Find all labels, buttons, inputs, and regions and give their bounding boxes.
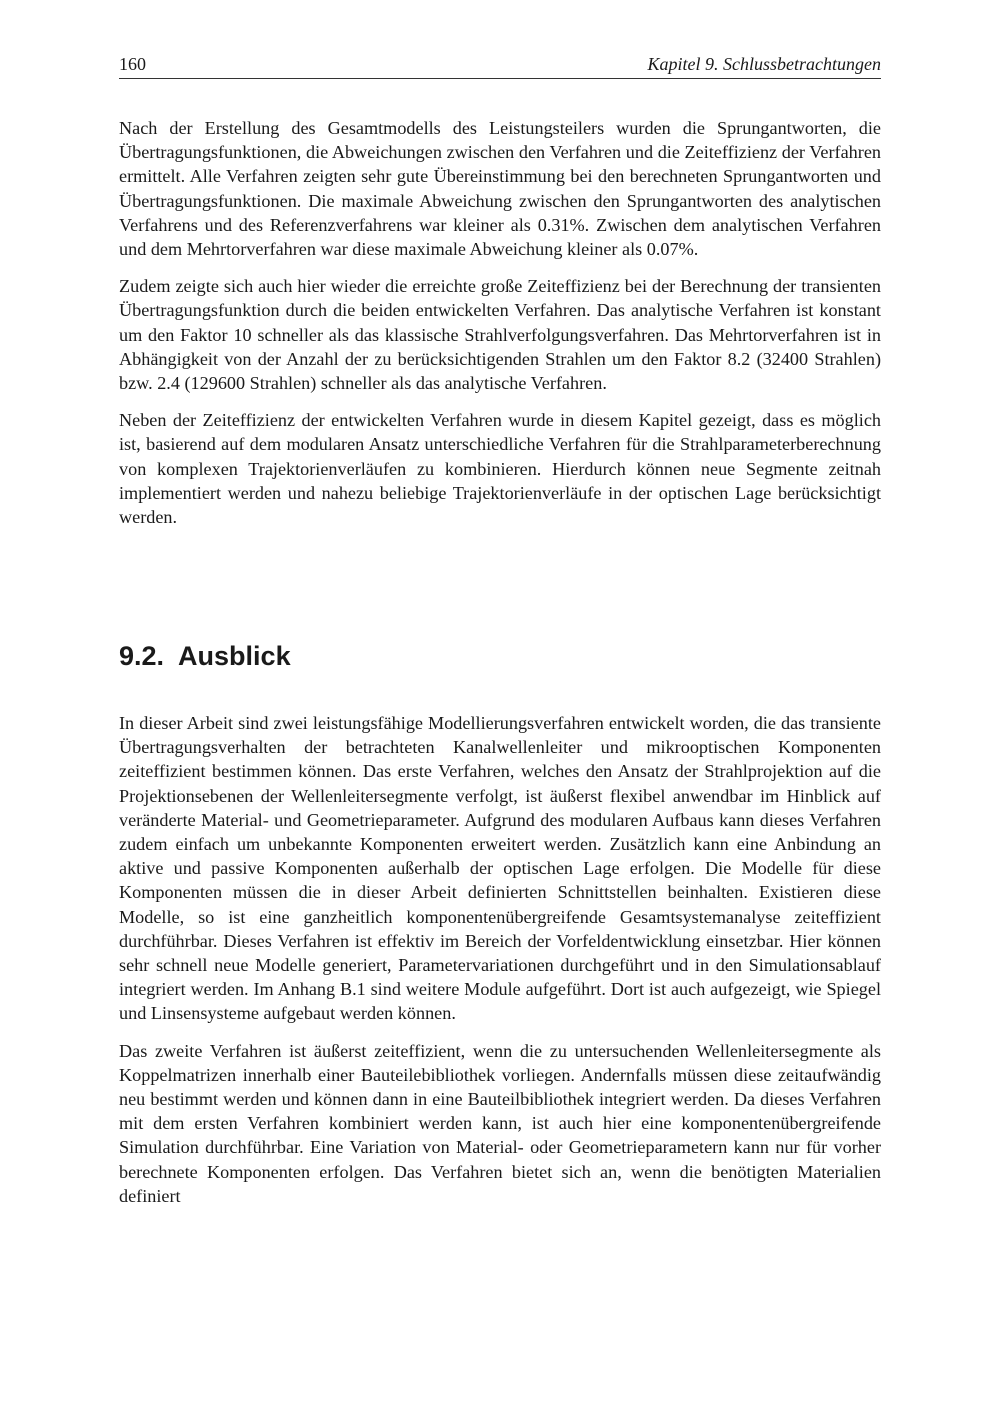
paragraph: In dieser Arbeit sind zwei leistungsfähige Modellierungsverfahren entwickelt worden, die das transiente Übertragungsverhalten der betrachteten Kanalwellenleiter und mikrooptischen Komponenten zeiteffizient bestimmen können. Das erste Verfahren, welches den Ansatz der Strahlprojektion auf die Projektionsebenen der Wellenleitersegmente verfolgt, ist äußerst flexibel anwendbar im Hinblick auf veränderte Material- und Geometrieparameter. Aufgrund des modularen Aufbaus kann dieses Verfahren zudem einfach um unbekannte Komponenten erweitert werden. Zusätzlich kann eine Anbindung an aktive und passive Komponenten außerhalb der optischen Lage erfolgen. Die Modelle für diese Komponenten müssen die in dieser Arbeit definierten Schnittstellen beinhalten. Existieren diese Modelle, so ist eine ganzheitlich komponentenübergreifende Gesamtsystemanalyse zeiteffizient durchführbar. Dieses Verfahren ist effektiv im Bereich der Vorfeldentwicklung einsetzbar. Hier können sehr schnell neue Modelle generiert, Parametervariationen durchgeführt und in den Simulationsablauf integriert werden. Im Anhang B.1 sind weitere Module aufgeführt. Dort ist auch aufgezeigt, wie Spiegel und Linsensysteme aufgebaut werden können.	[119, 713, 881, 1024]
page-number: 160	[119, 54, 146, 74]
paragraph: Das zweite Verfahren ist äußerst zeiteffizient, wenn die zu untersuchenden Wellenleitersegmente als Koppelmatrizen innerhalb einer Bauteilebibliothek vorliegen. Andernfalls müssen diese zeitaufwändig neu bestimmt werden und können dann in eine Bauteilbibliothek integriert werden. Da dieses Verfahren mit dem ersten Verfahren kombiniert werden kann, ist auch hier eine komponentenübergreifende Simulation durchführbar. Eine Variation von Material- oder Geometrieparametern kann nur für vorher berechnete Komponenten erfolgen. Das Verfahren bietet sich an, wenn die benötigten Materialien definiert	[119, 1040, 881, 1206]
paragraph: Zudem zeigte sich auch hier wieder die erreichte große Zeiteffizienz bei der Berechnung der transienten Übertragungsfunktion durch die beiden entwickelten Verfahren. Das analytische Verfahren ist konstant um den Faktor 10 schneller als das klassische Strahlverfolgungsverfahren. Das Mehrtorverfahren ist in Abhängigkeit von der Anzahl der zu berücksichtigenden Strahlen um den Faktor 8.2 (32400 Strahlen) bzw. 2.4 (129600 Strahlen) schneller als das analytische Verfahren.	[119, 276, 881, 394]
paragraph: Neben der Zeiteffizienz der entwickelten Verfahren wurde in diesem Kapitel gezeigt, dass es möglich ist, basierend auf dem modularen Ansatz unterschiedliche Verfahren für die Strahlparameterberechnung von komplexen Trajektorienverläufen zu kombinieren. Hierdurch können neue Segmente zeitnah implementiert werden und nahezu beliebige Trajektorienverläufe in der optischen Lage berücksichtigt werden.	[119, 410, 881, 528]
running-header	[119, 54, 881, 79]
chapter-title: Kapitel 9. Schlussbetrachtungen	[647, 54, 881, 74]
section-number: 9.2.	[119, 641, 165, 671]
paragraph: Nach der Erstellung des Gesamtmodells des Leistungsteilers wurden die Sprungantworten, die Übertragungsfunktionen, die Abweichungen zwischen den Verfahren und die Zeiteffizienz der Verfahren ermittelt. Alle Verfahren zeigten sehr gute Übereinstimmung bei den berechneten Sprungantworten und Übertragungsfunktionen. Die maximale Abweichung zwischen den Sprungantworten des analytischen Verfahrens und des Referenzverfahrens war kleiner als 0.31%. Zwischen dem analytischen Verfahren und dem Mehrtorverfahren war diese maximale Abweichung kleiner als 0.07%.	[119, 118, 881, 260]
section-title: Ausblick	[178, 641, 291, 671]
section-heading	[119, 640, 291, 672]
body-text-after-section	[119, 711, 881, 1221]
body-text-before-section	[119, 116, 881, 542]
